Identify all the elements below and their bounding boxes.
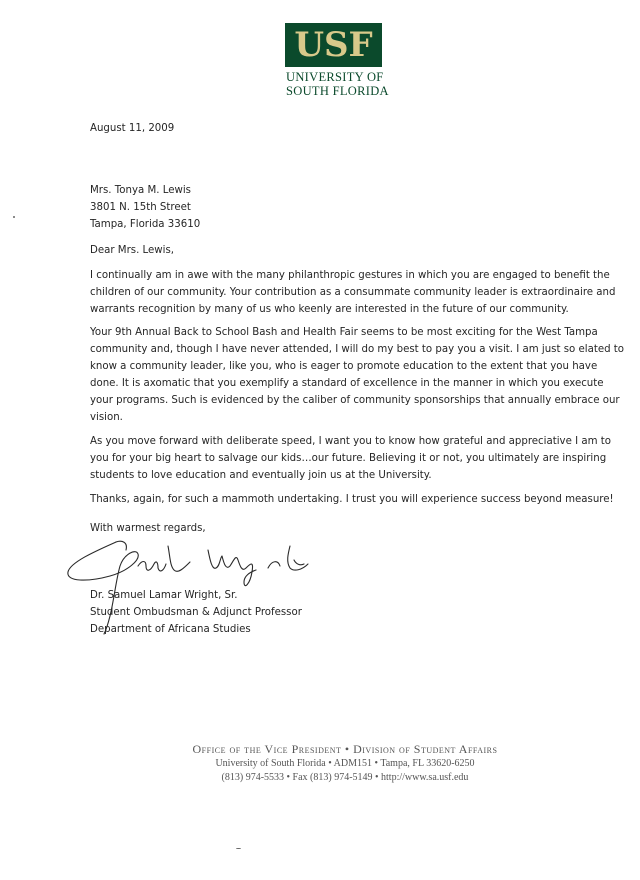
paragraph-3 <box>90 433 611 484</box>
university-name <box>286 70 396 98</box>
scan-speck <box>13 216 15 218</box>
university-name-line2: SOUTH FLORIDA <box>286 84 389 98</box>
paragraph-line: community and, though I have never attended, I will do my best to pay you a visit. I am just so elated to <box>90 344 625 355</box>
paragraph-4 <box>90 491 614 508</box>
paragraph-line: I continually am in awe with the many philanthropic gestures in which you are engaged to benefit the <box>90 270 610 281</box>
paragraph-line: you for your big heart to salvage our kids…our future. Believing it or not, you ultimately are inspiring <box>90 453 607 464</box>
paragraph-line: students to love education and eventually join us at the University. <box>90 470 432 481</box>
university-name-line1: UNIVERSITY OF <box>286 70 384 84</box>
usf-logo-text: USF <box>294 25 373 65</box>
footer-address-line: University of South Florida • ADM151 • Tampa, FL 33620-6250 <box>215 758 475 769</box>
paragraph-line: your programs. Such is evidenced by the caliber of community sponsorships that annually embrace our <box>90 395 620 406</box>
recipient-city: Tampa, Florida 33610 <box>90 219 201 230</box>
closing: With warmest regards, <box>90 523 206 534</box>
salutation: Dear Mrs. Lewis, <box>90 245 175 256</box>
signer-name: Dr. Samuel Lamar Wright, Sr. <box>90 590 238 601</box>
paragraph-line: warrants recognition by many of us who keenly are interested in the future of our community. <box>90 304 569 315</box>
paragraph-2 <box>90 324 625 426</box>
signer-department: Department of Africana Studies <box>90 624 251 635</box>
paragraph-line: done. It is axomatic that you exemplify a standard of excellence in the manner in which you execute <box>90 378 604 389</box>
recipient-address <box>90 182 590 233</box>
usf-logo <box>285 23 382 67</box>
paragraph-line: children of our community. Your contribution as a consummate community leader is extraordinaire and <box>90 287 616 298</box>
signature-block <box>90 587 590 638</box>
paragraph-line: Thanks, again, for such a mammoth undertaking. I trust you will experience success beyond measure! <box>90 494 614 505</box>
letterhead-footer <box>140 741 550 785</box>
letter-date: August 11, 2009 <box>90 123 175 134</box>
scan-speck <box>236 848 241 849</box>
recipient-street: 3801 N. 15th Street <box>90 202 191 213</box>
paragraph-line: Your 9th Annual Back to School Bash and Health Fair seems to be most exciting for the West Tampa <box>90 327 598 338</box>
footer-office-line: Office of the Vice President • Division of Student Affairs <box>192 742 498 756</box>
signer-title: Student Ombudsman & Adjunct Professor <box>90 607 302 618</box>
recipient-name: Mrs. Tonya M. Lewis <box>90 185 191 196</box>
paragraph-1 <box>90 267 616 318</box>
paragraph-line: know a community leader, like you, who is eager to promote education to the extent that you have <box>90 361 598 372</box>
paragraph-line: As you move forward with deliberate speed, I want you to know how grateful and appreciative I am to <box>90 436 611 447</box>
footer-contact-line: (813) 974-5533 • Fax (813) 974-5149 • http://www.sa.usf.edu <box>221 772 469 783</box>
paragraph-line: vision. <box>90 412 123 423</box>
